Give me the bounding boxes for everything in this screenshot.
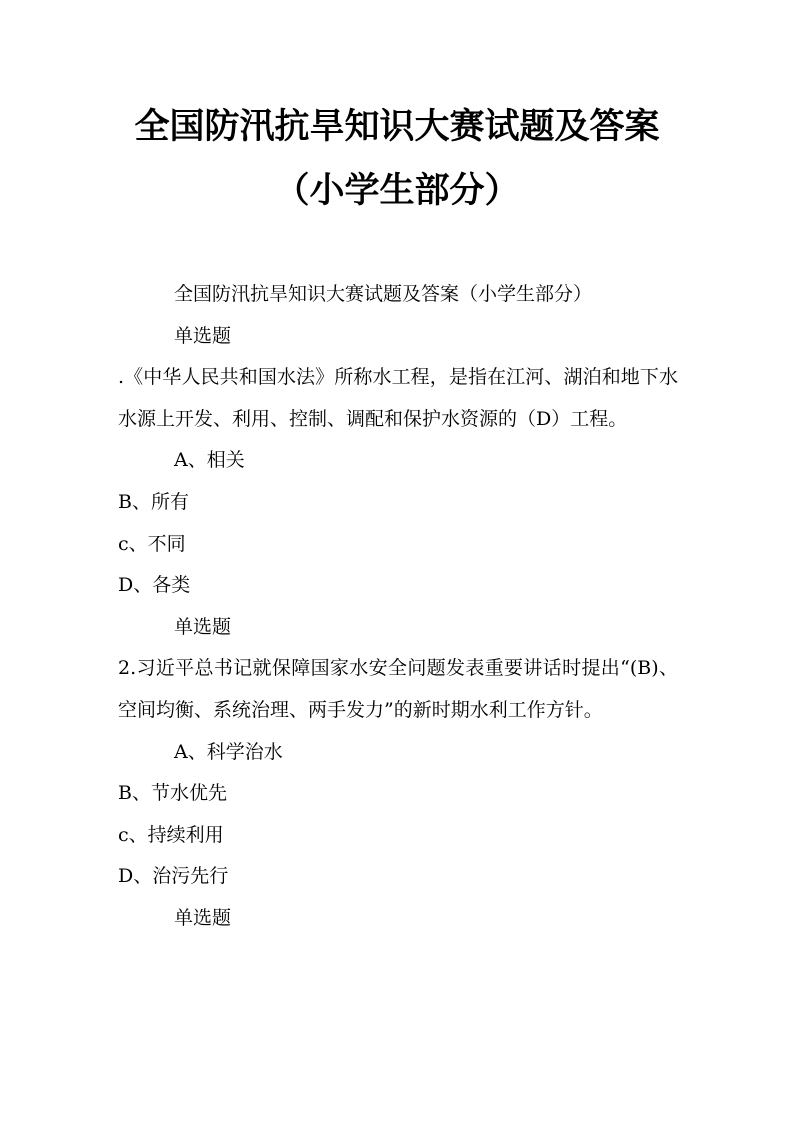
question-3 bbox=[118, 898, 678, 940]
question-option-c: c、持续利用 bbox=[118, 823, 224, 846]
question-option-c: c、不同 bbox=[118, 532, 186, 555]
question-type-label: 单选题 bbox=[174, 324, 232, 347]
question-option-a: A、相关 bbox=[174, 449, 245, 472]
question-option-d: D、治污先行 bbox=[118, 865, 229, 888]
question-option-a: A、科学治水 bbox=[174, 740, 283, 763]
question-text: .《中华人民共和国水法》所称水工程，是指在江河、湖泊和地下水水源上开发、利用、控制、调配和保护水资源的（D）工程。 bbox=[118, 366, 678, 430]
document-title-line2: （小学生部分） bbox=[274, 170, 520, 211]
question-2 bbox=[118, 607, 678, 898]
question-option-b: B、所有 bbox=[118, 490, 189, 513]
question-type-label: 单选题 bbox=[174, 906, 232, 929]
document-body bbox=[118, 274, 678, 940]
question-text: 2.习近平总书记就保障国家水安全问题发表重要讲话时提出“(B)、空间均衡、系统治理、两手发力”的新时期水利工作方针。 bbox=[118, 657, 678, 721]
question-option-b: B、节水优先 bbox=[118, 782, 227, 805]
question-type-label: 单选题 bbox=[174, 615, 232, 638]
document-title-line1: 全国防汛抗旱知识大赛试题及答案 bbox=[134, 106, 660, 147]
question-1 bbox=[118, 316, 678, 607]
document-subtitle: 全国防汛抗旱知识大赛试题及答案（小学生部分） bbox=[174, 283, 593, 305]
question-option-d: D、各类 bbox=[118, 574, 191, 597]
